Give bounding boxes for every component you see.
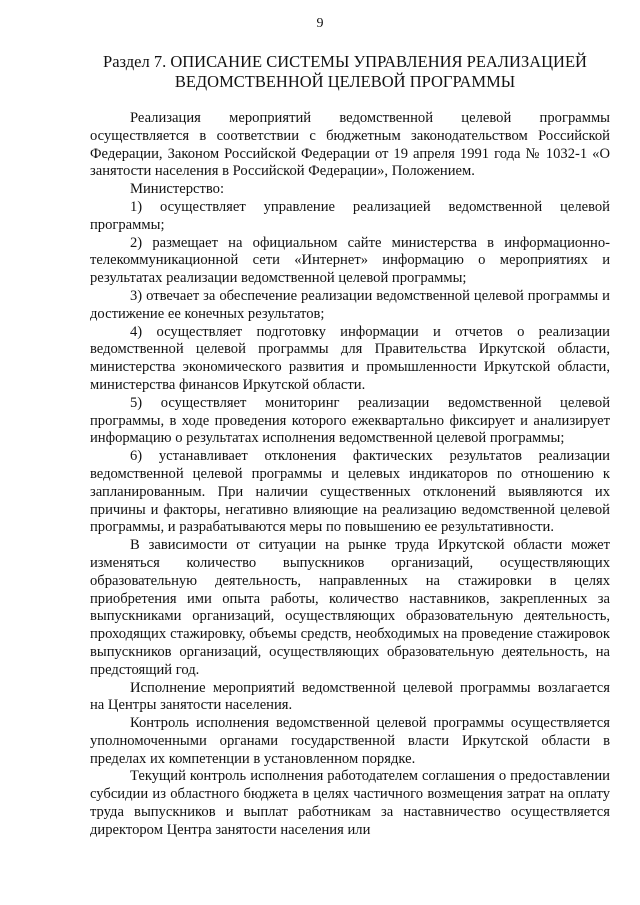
paragraph-labor-market: В зависимости от ситуации на рынке труда Иркутской области может изменяться количество выпускников организаций, осуществляющих образовательную деятельность, направленных на стажировки в целях приобретения ими опыта работы, количество наставников, закрепленных за выпускниками организаций, осуществляющих образовательную деятельность, проходящих стажировку, объемы средств, необходимых на проведение стажировок выпускников организаций, осуществляющих образовательную деятельность, на предстоящий год. <box>90 537 610 678</box>
list-item-6: 6) устанавливает отклонения фактических результатов реализации ведомственной целевой программы и целевых индикаторов по отношению к запланированным. При наличии существенных отклонений выявляются их причины и факторы, негативно влияющие на реализацию ведомственной целевой программы, и разрабатываются меры по повышению ее результативности. <box>90 448 610 536</box>
list-item-4: 4) осуществляет подготовку информации и отчетов о реализации ведомственной целевой программы для Правительства Иркутской области, министерства экономического развития и промышленности Иркутской области, министерства финансов Иркутской области. <box>90 323 610 393</box>
paragraph-control: Контроль исполнения ведомственной целевой программы осуществляется уполномоченными органами государственной власти Иркутской области в пределах их компетенции в установленном порядке. <box>90 715 610 767</box>
paragraph-current-control: Текущий контроль исполнения работодателем соглашения о предоставлении субсидии из областного бюджета в целях частичного возмещения затрат на оплату труда выпускников и выплат работникам за наставничество осуществляется директором Центра занятости населения или <box>90 768 610 838</box>
paragraph-ministry: Министерство: <box>130 181 225 198</box>
section-heading <box>90 52 600 92</box>
list-item-2: 2) размещает на официальном сайте министерства в информационно-телекоммуникационной сети «Интернет» информацию о мероприятиях и результатах реализации ведомственной целевой программы; <box>90 234 610 287</box>
section-heading-line-1: Раздел 7. ОПИСАНИЕ СИСТЕМЫ УПРАВЛЕНИЯ РЕАЛИЗАЦИЕЙ <box>103 52 587 71</box>
list-item-5: 5) осуществляет мониторинг реализации ведомственной целевой программы, в ходе проведения которого ежеквартально фиксирует и анализирует информацию о результатах исполнения ведомственной целевой программы; <box>90 394 610 447</box>
paragraph-execution: Исполнение мероприятий ведомственной целевой программы возлагается на Центры занятости населения. <box>90 679 610 714</box>
page-number: 9 <box>316 16 324 31</box>
list-item-1: 1) осуществляет управление реализацией ведомственной целевой программы; <box>90 198 610 233</box>
section-heading-line-2: ВЕДОМСТВЕННОЙ ЦЕЛЕВОЙ ПРОГРАММЫ <box>174 72 516 91</box>
list-item-3: 3) отвечает за обеспечение реализации ведомственной целевой программы и достижение ее конечных результатов; <box>90 287 610 322</box>
document-body <box>90 110 610 840</box>
paragraph-intro: Реализация мероприятий ведомственной целевой программы осуществляется в соответствии с бюджетным законодательством Российской Федерации, Законом Российской Федерации от 19 апреля 1991 года № 1032-1 «О занятости населения в Российской Федерации», Положением. <box>90 110 610 180</box>
